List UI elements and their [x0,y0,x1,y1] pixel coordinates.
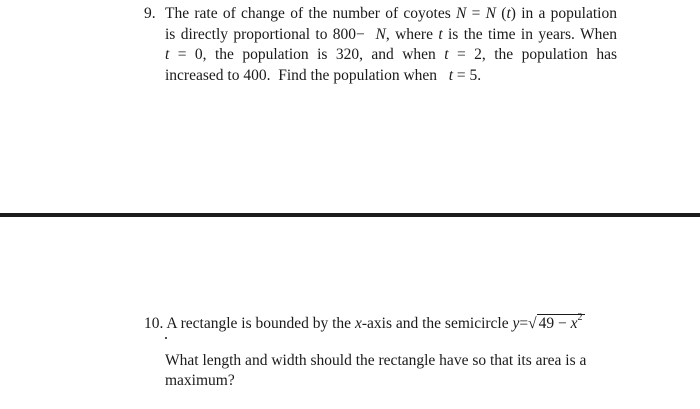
problem-10-number: 10. [144,315,164,332]
square-root-expression: √ $49 - x^2$ [528,314,584,335]
problem-10-line-1: 10. A rectangle is bounded by the x-axis and the semicircle y=√ $49 - x^2$ [144,314,585,335]
problem-9-line-4: increased to 400. Find the population when t = 5. [165,66,482,84]
problem-10-line-3: maximum? [165,372,235,389]
problem-9-line-2: is directly proportional to 800− N, where t is the time in years. When [165,25,617,43]
problem-9-line-3: t = 0, the population is 320, and when t = 2, the population has [165,46,617,63]
section-divider [0,213,700,217]
problem-10-line-2: What length and width should the rectangle have so that its area is a [165,352,587,369]
problem-9-line-1: The rate of change of the number of coyotes N = N (t) in a population [165,5,617,22]
stray-dot [165,337,167,339]
problem-9-number: 9. [144,5,156,22]
problem-9-text [165,4,617,86]
